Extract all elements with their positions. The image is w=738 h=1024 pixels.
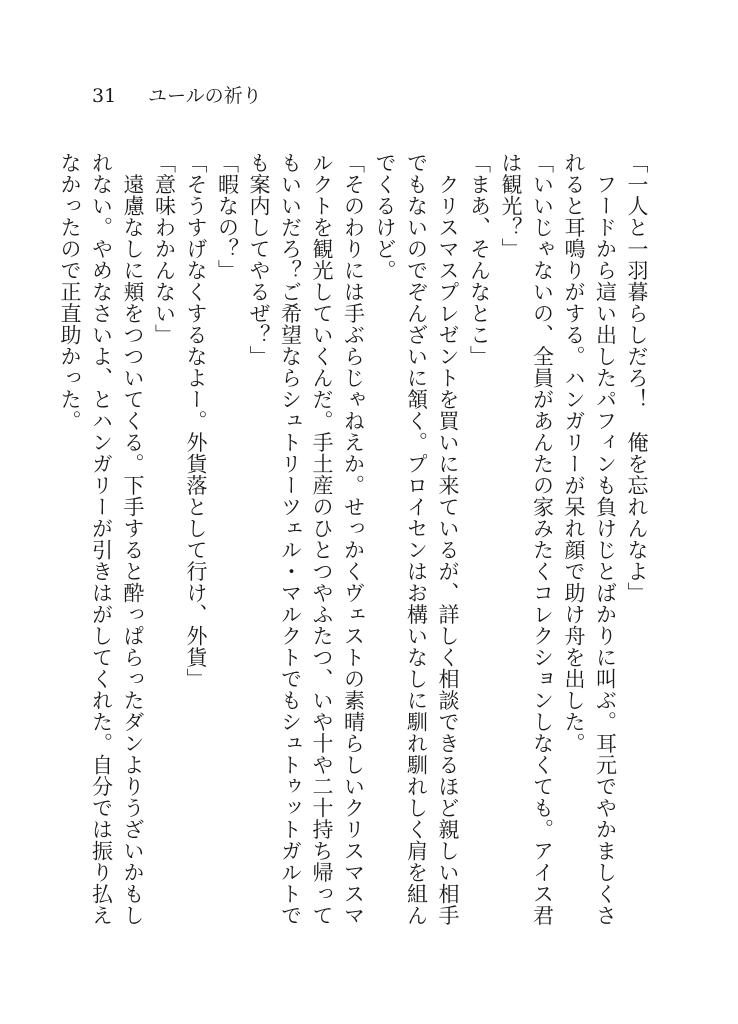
paragraph: 「暇なの？」	[215, 152, 240, 281]
paragraph: 「意味わかんない」	[152, 152, 177, 346]
page-header	[92, 84, 262, 108]
body-text	[58, 152, 652, 942]
paragraph: 遠慮なしに頬をつついてくる。下手すると酔っぱらったダンよりうざいかもしれない。やめなさいよ、とハンガリーが引きはがしてくれた。自分では振り払えなかったので正直助かった。	[58, 152, 145, 926]
paragraph: 「まあ、そんなとこ」	[467, 152, 492, 367]
paragraph: 「いいじゃないの、全員があんたの家みたくコレクションしなくても。アイス君は観光？」	[499, 152, 555, 926]
paragraph: 「そのわりには手ぶらじゃねえか。せっかくヴェストの素晴らしいクリスマスマルクトを観光していくんだ。手土産のひとつやふたつ、いや十や二十持ち帰ってもいいだろ？ご希望ならシュトリーツェル・マルクトでもシュトゥットガルトでも案内してやるぜ？」	[247, 152, 366, 926]
paragraph: クリスマスプレゼントを買いに来ているが、詳しく相談できるほど親しい相手でもないのでぞんざいに頷く。プロイセンはお構いなしに馴れ馴れしく肩を組んでくるけど。	[373, 152, 460, 926]
page-number: 31	[92, 85, 117, 107]
paragraph: 「そうすげなくするなよー。外貨落として行け、外貨」	[184, 152, 208, 690]
paragraph: フードから這い出したパフィンも負けじとばかりに叫ぶ。耳元でやかましくされると耳鳴りがする。ハンガリーが呆れ顔で助け舟を出した。	[562, 152, 618, 926]
chapter-title: ユールの祈り	[148, 85, 262, 107]
paragraph: 「一人と一羽暮らしだろ！ 俺を忘れんなよ」	[625, 152, 649, 604]
